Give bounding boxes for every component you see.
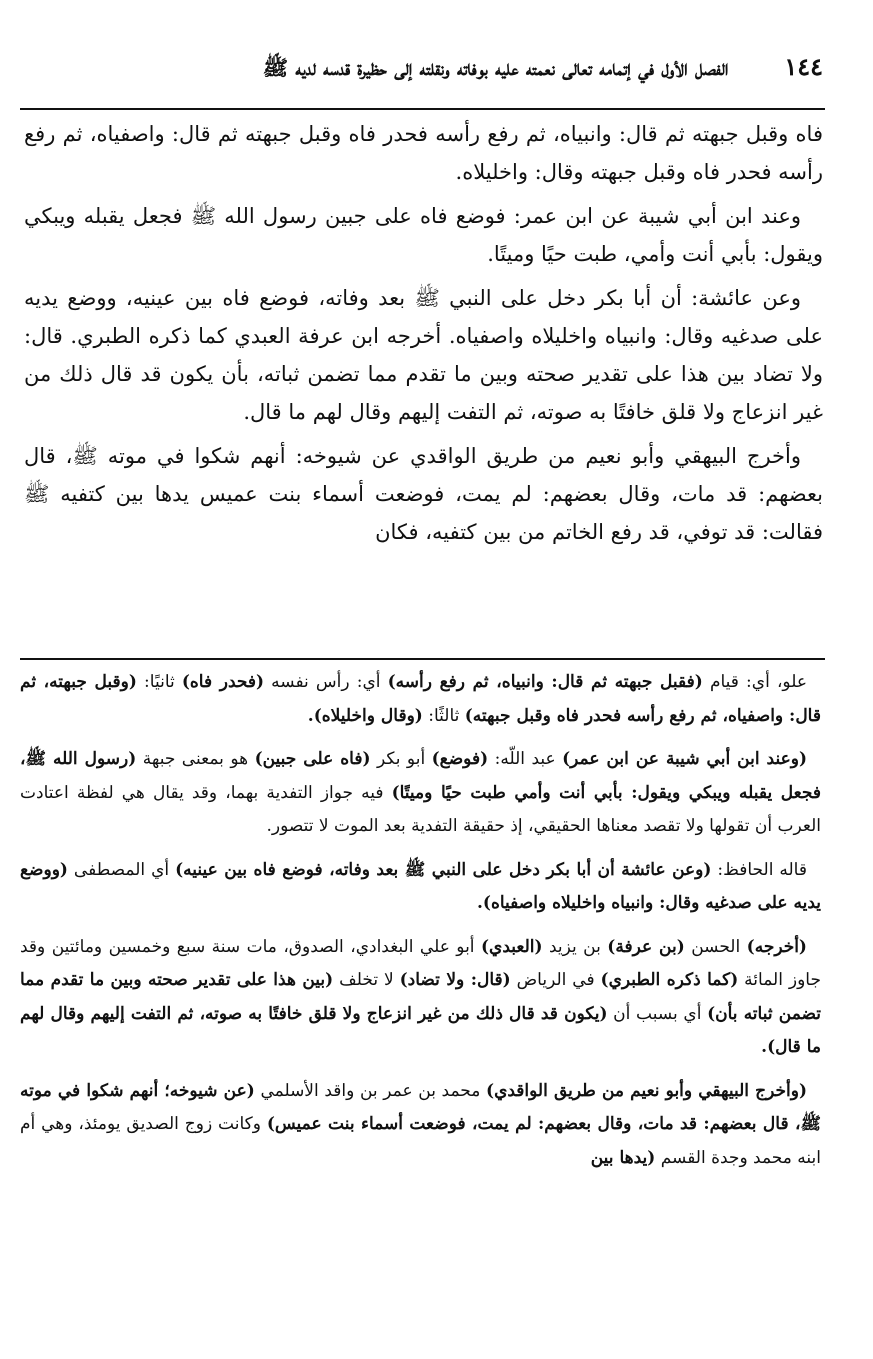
commentary-plain: قاله الحافظ: xyxy=(711,859,807,880)
commentary-plain: أبو علي البغدادي، الصدوق، مات سنة سبع وخمسين ومائتين وقد جاوز المائة xyxy=(20,936,821,990)
main-text xyxy=(24,115,823,557)
commentary-paragraph xyxy=(20,854,821,921)
commentary-plain: أي بسبب أن xyxy=(607,1003,708,1024)
quoted-matn: (رسول الله ﷺ، فجعل يقبله ويبكي ويقول: بأبي أنت وأمي طبت حيًا وميتًا) xyxy=(20,749,821,803)
commentary-plain: ثالثًا: xyxy=(422,705,465,726)
commentary-paragraph xyxy=(20,931,821,1065)
commentary-divider xyxy=(20,658,825,660)
quoted-matn: (بين هذا على تقدير صحته وبين ما تقدم مما تضمن ثباته بأن) xyxy=(20,970,821,1024)
page-number: ١٤٤ xyxy=(784,52,823,81)
commentary-plain: وكانت زوج الصديق يومئذ، وهي أم ابنه محمد وجدة القسم xyxy=(20,1114,821,1168)
commentary-plain: بن يزيد xyxy=(542,936,608,957)
commentary-plain: أبو بكر xyxy=(370,749,432,769)
commentary-text xyxy=(20,666,821,1185)
quoted-matn: (فقبل جبهته ثم قال: وانبياه، ثم رفع رأسه) xyxy=(387,672,703,692)
quoted-matn: (فحدر فاه) xyxy=(181,672,265,692)
quoted-matn: (قال: ولا تضاد) xyxy=(399,970,511,990)
quoted-matn: (ووضع يديه على صدغيه وقال: وانبياه واخليلاه واصفياه). xyxy=(20,859,821,913)
commentary-paragraph xyxy=(20,743,821,844)
quoted-matn: (وعن عائشة أن أبا بكر دخل على النبي ﷺ بعد وفاته، فوضع فاه بين عينيه) xyxy=(175,859,712,880)
quoted-matn: (يكون قد قال ذلك من غير انزعاج ولا قلق خافتًا به صوته، ثم التفت إليهم وقال لهم ما قال). xyxy=(20,1003,821,1057)
quoted-matn: (أخرجه) xyxy=(746,936,807,957)
running-header xyxy=(26,52,823,86)
chapter-title: الفصل الأول في إتمامه تعالى نعمته عليه بوفاته ونقلته إلى حظيرة قدسه لديه ﷺ xyxy=(262,55,729,80)
commentary-plain: أي: رأس نفسه xyxy=(264,672,388,692)
header-rule xyxy=(20,108,825,110)
main-paragraph: وأخرج البيهقي وأبو نعيم من طريق الواقدي عن شيوخه: أنهم شكوا في موته ﷺ، قال بعضهم: قد مات، وقال بعضهم: لم يمت، فوضعت أسماء بنت عميس يدها بين كتفيه ﷺ فقالت: قد توفي، قد رفع الخاتم من بين كتفيه، فكان xyxy=(24,444,823,544)
main-paragraph: فاه وقبل جبهته ثم قال: وانبياه، ثم رفع رأسه فحدر فاه وقبل جبهته ثم قال: واصفياه، ثم رفع رأسه فحدر فاه وقبل جبهته وقال: واخليلاه. xyxy=(24,122,823,184)
quoted-matn: (العبدي) xyxy=(480,936,543,957)
commentary-paragraph xyxy=(20,1075,821,1176)
commentary-plain: علو، أي: قيام xyxy=(702,672,807,692)
commentary-paragraph xyxy=(20,666,821,733)
commentary-plain: أي المصطفى xyxy=(67,859,176,880)
commentary-plain: فيه جواز التفدية بهما، وقد يقال هي لفظة اعتادت العرب أن تقولها ولا تقصد معناها الحقيقي، إذ حقيقة التفدية بعد الموت لا تتصور. xyxy=(20,782,821,836)
commentary-plain: في الرياض xyxy=(510,970,601,990)
quoted-matn: (وقبل جبهته، ثم قال: واصفياه، ثم رفع رأسه فحدر فاه وقبل جبهته) xyxy=(20,672,821,726)
commentary-plain: هو بمعنى جبهة xyxy=(136,749,255,769)
quoted-matn: (يدها بين xyxy=(590,1147,656,1168)
quoted-matn: (عن شيوخه؛ أنهم شكوا في موته ﷺ، قال بعضهم: قد مات، وقال بعضهم: لم يمت، فوضعت أسماء بنت عميس) xyxy=(20,1080,821,1134)
quoted-matn: (بن عرفة) xyxy=(607,936,685,957)
commentary-plain: الحسن xyxy=(684,936,747,957)
quoted-matn: (فاه على جبين) xyxy=(254,749,371,769)
commentary-plain: محمد بن عمر بن واقد الأسلمي xyxy=(254,1080,487,1101)
commentary-plain: عبد اللّه: xyxy=(488,749,563,769)
quoted-matn: (وأخرج البيهقي وأبو نعيم من طريق الواقدي) xyxy=(486,1080,807,1101)
main-paragraph: وعن عائشة: أن أبا بكر دخل على النبي ﷺ بعد وفاته، فوضع فاه بين عينيه، ووضع يديه على صدغيه وقال: وانبياه واخليلاه واصفياه. أخرجه ابن عرفة العبدي كما ذكره الطبري. قال: ولا تضاد بين هذا على تقدير صحته وبين ما تقدم مما تضمن ثباته، بأن يكون قد قال ذلك من غير انزعاج ولا قلق خافتًا به صوته، ثم التفت إليهم وقال لهم ما قال. xyxy=(24,286,823,424)
commentary-plain: لا تخلف xyxy=(333,970,400,990)
commentary-plain: ثانيًا: xyxy=(136,672,182,692)
quoted-matn: (وعند ابن أبي شيبة عن ابن عمر) xyxy=(562,749,807,769)
main-paragraph: وعند ابن أبي شيبة عن ابن عمر: فوضع فاه على جبين رسول الله ﷺ فجعل يقبله ويبكي ويقول: بأبي أنت وأمي، طبت حيًا وميتًا. xyxy=(24,204,823,266)
quoted-matn: (وقال واخليلاه). xyxy=(307,705,423,726)
quoted-matn: (فوضع) xyxy=(431,749,489,769)
quoted-matn: (كما ذكره الطبري) xyxy=(600,970,739,990)
